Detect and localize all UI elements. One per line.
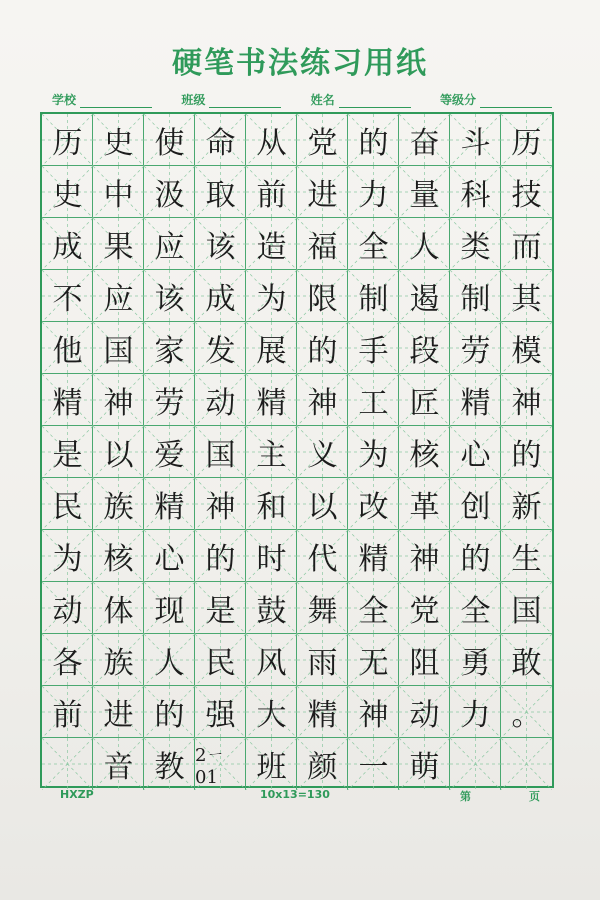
handwritten-char: 命 (205, 126, 236, 161)
handwritten-char: 技 (511, 178, 542, 213)
page-title: 硬笔书法练习用纸 (172, 46, 428, 81)
handwritten-char: 强 (205, 698, 236, 733)
handwritten-char: 不 (52, 282, 83, 317)
grid-cell[interactable] (348, 686, 399, 738)
grid-cell[interactable] (348, 426, 399, 478)
handwritten-char: 核 (409, 438, 440, 473)
grid-cell[interactable] (348, 738, 399, 790)
grid-cell[interactable] (501, 218, 552, 270)
handwritten-char: 风 (256, 646, 287, 681)
grid-cell[interactable] (246, 582, 297, 634)
handwritten-char: 力 (358, 178, 389, 213)
grid-cell[interactable] (297, 582, 348, 634)
handwritten-char: 族 (103, 646, 134, 681)
handwritten-char: 工 (358, 386, 389, 421)
grid-cell[interactable] (501, 322, 552, 374)
handwritten-char: 班 (256, 750, 287, 785)
handwritten-char: 制 (358, 282, 389, 317)
grid-cell[interactable] (144, 582, 195, 634)
grid-cell[interactable] (195, 374, 246, 426)
handwritten-char (501, 738, 552, 790)
grid-cell[interactable] (144, 322, 195, 374)
grid-cell[interactable] (144, 530, 195, 582)
grid-cell[interactable] (348, 218, 399, 270)
grid-cell[interactable] (144, 218, 195, 270)
handwritten-char: 是 (52, 438, 83, 473)
handwritten-char: 劳 (154, 386, 185, 421)
grid-cell[interactable] (399, 166, 450, 218)
handwritten-char: 量 (409, 178, 440, 213)
grid-cell[interactable] (246, 530, 297, 582)
grid-cell[interactable] (501, 530, 552, 582)
handwritten-char: 时 (256, 542, 287, 577)
handwritten-char: 果 (103, 230, 134, 265)
handwritten-char: 精 (256, 386, 287, 421)
grid-cell[interactable] (93, 738, 144, 790)
handwritten-char: 体 (103, 594, 134, 629)
handwritten-char: 历 (511, 126, 542, 161)
grid-cell[interactable] (348, 582, 399, 634)
grid-cell[interactable] (297, 530, 348, 582)
grid-cell[interactable] (246, 270, 297, 322)
grid-cell[interactable] (297, 270, 348, 322)
handwritten-char: 从 (256, 126, 287, 161)
grid-cell[interactable] (348, 374, 399, 426)
field-blank[interactable] (80, 95, 152, 108)
handwritten-char: 动 (409, 698, 440, 733)
grid-cell[interactable] (42, 634, 93, 686)
grid-cell[interactable] (297, 218, 348, 270)
grid-cell[interactable] (42, 426, 93, 478)
grid-row (42, 478, 552, 530)
grid-cell[interactable] (246, 478, 297, 530)
grid-cell[interactable] (501, 738, 552, 790)
field-label: 学校 (52, 93, 77, 107)
handwritten-char: 限 (307, 282, 338, 317)
handwritten-char: 奋 (409, 126, 440, 161)
handwritten-char: 创 (460, 490, 491, 525)
grid-cell[interactable] (195, 738, 246, 790)
grid-row (42, 738, 552, 790)
grid-cell[interactable] (297, 426, 348, 478)
handwritten-char: 的 (154, 698, 185, 733)
grid-cell[interactable] (195, 426, 246, 478)
grid-cell[interactable] (450, 738, 501, 790)
handwritten-char: 力 (460, 698, 491, 733)
handwritten-char: 教 (154, 750, 185, 785)
handwritten-char: 爱 (154, 438, 185, 473)
handwritten-char: 应 (103, 282, 134, 317)
handwritten-char: 为 (52, 542, 83, 577)
handwritten-char: 科 (460, 178, 491, 213)
handwritten-char: 的 (511, 438, 542, 473)
grid-row (42, 530, 552, 582)
handwritten-char: 鼓 (256, 594, 287, 629)
grid-cell[interactable] (195, 634, 246, 686)
grid-cell[interactable] (501, 582, 552, 634)
handwritten-char: 劳 (460, 334, 491, 369)
handwritten-char: 类 (460, 230, 491, 265)
handwritten-char: 模 (511, 334, 542, 369)
grid-cell[interactable] (246, 166, 297, 218)
grid-cell[interactable] (42, 166, 93, 218)
handwritten-char: 段 (409, 334, 440, 369)
grid-cell[interactable] (399, 530, 450, 582)
handwritten-char: 为 (256, 282, 287, 317)
grid-cell[interactable] (93, 634, 144, 686)
handwritten-char: 革 (409, 490, 440, 525)
field-school (52, 88, 152, 108)
grid-cell[interactable] (195, 114, 246, 166)
grid-cell[interactable] (297, 686, 348, 738)
handwritten-char: 进 (103, 698, 134, 733)
handwritten-char: 成 (52, 230, 83, 265)
handwritten-char: 精 (358, 542, 389, 577)
handwritten-char: 神 (205, 490, 236, 525)
grid-cell[interactable] (42, 374, 93, 426)
handwritten-char: 匠 (409, 386, 440, 421)
grid-cell[interactable] (450, 218, 501, 270)
grid-cell[interactable] (501, 374, 552, 426)
field-name (311, 88, 411, 108)
grid-row (42, 322, 552, 374)
handwritten-char: 的 (358, 126, 389, 161)
handwritten-char: 雨 (307, 646, 338, 681)
grid-cell[interactable] (246, 218, 297, 270)
grid-cell[interactable] (42, 218, 93, 270)
grid-cell[interactable] (450, 582, 501, 634)
grid-cell[interactable] (501, 114, 552, 166)
grid-cell[interactable] (246, 114, 297, 166)
grid-cell[interactable] (297, 478, 348, 530)
grid-cell[interactable] (93, 166, 144, 218)
handwritten-char: 的 (460, 542, 491, 577)
grid-cell[interactable] (297, 634, 348, 686)
grid-cell[interactable] (399, 634, 450, 686)
handwritten-char: 。 (511, 698, 542, 733)
grid-cell[interactable] (450, 114, 501, 166)
handwritten-char: 敢 (511, 646, 542, 681)
handwritten-char: 颜 (307, 750, 338, 785)
grid-cell[interactable] (144, 166, 195, 218)
handwritten-char: 神 (511, 386, 542, 421)
grid-cell[interactable] (93, 374, 144, 426)
field-class (181, 88, 281, 108)
handwritten-char: 人 (154, 646, 185, 681)
handwritten-char: 2ㄧ01 (195, 744, 225, 788)
grid-cell[interactable] (144, 478, 195, 530)
page-prefix: 第 (460, 790, 471, 803)
grid-cell[interactable] (348, 634, 399, 686)
handwritten-char: 党 (307, 126, 338, 161)
handwritten-char: 全 (358, 230, 389, 265)
grid-row (42, 426, 552, 478)
grid-cell[interactable] (501, 634, 552, 686)
handwritten-char (450, 738, 501, 790)
handwritten-char: 而 (511, 230, 542, 265)
handwritten-char: 应 (154, 230, 185, 265)
grid-cell[interactable] (399, 582, 450, 634)
grid-row (42, 270, 552, 322)
handwritten-char: 精 (460, 386, 491, 421)
handwritten-char: 展 (256, 334, 287, 369)
handwritten-char: 汲 (154, 178, 185, 213)
field-label: 等级分 (439, 93, 476, 107)
grid-cell[interactable] (501, 686, 552, 738)
grid-cell[interactable] (93, 114, 144, 166)
grid-cell[interactable] (246, 426, 297, 478)
grid-cell[interactable] (42, 582, 93, 634)
handwritten-char: 前 (52, 698, 83, 733)
handwritten-char: 民 (205, 646, 236, 681)
handwritten-char: 国 (103, 334, 134, 369)
grid-cell[interactable] (450, 530, 501, 582)
grid-cell[interactable] (246, 322, 297, 374)
grid-row (42, 582, 552, 634)
handwritten-char: 国 (205, 438, 236, 473)
grid-cell[interactable] (450, 426, 501, 478)
grid-cell[interactable] (195, 166, 246, 218)
grid-cell[interactable] (42, 270, 93, 322)
handwritten-char: 神 (103, 386, 134, 421)
grid-row (42, 686, 552, 738)
grid-cell[interactable] (93, 530, 144, 582)
grid-cell[interactable] (450, 166, 501, 218)
handwritten-char: 中 (103, 178, 134, 213)
handwritten-char (42, 738, 93, 790)
grid-cell[interactable] (501, 478, 552, 530)
grid-cell[interactable] (246, 738, 297, 790)
grid-cell[interactable] (348, 478, 399, 530)
handwritten-char: 各 (52, 646, 83, 681)
grid-cell[interactable] (42, 478, 93, 530)
grid-cell[interactable] (399, 218, 450, 270)
handwritten-char: 阻 (409, 646, 440, 681)
grid-cell[interactable] (144, 738, 195, 790)
handwritten-char: 核 (103, 542, 134, 577)
field-blank[interactable] (339, 95, 411, 108)
handwritten-char: 义 (307, 438, 338, 473)
handwritten-char: 全 (358, 594, 389, 629)
grid-cell[interactable] (501, 166, 552, 218)
grid-cell[interactable] (450, 634, 501, 686)
handwritten-char: 现 (154, 594, 185, 629)
handwritten-char: 取 (205, 178, 236, 213)
grid-cell[interactable] (297, 374, 348, 426)
writing-grid (40, 112, 554, 788)
handwritten-char: 萌 (409, 750, 440, 785)
grid-cell[interactable] (93, 426, 144, 478)
handwritten-char: 舞 (307, 594, 338, 629)
grid-cell[interactable] (42, 738, 93, 790)
handwritten-char: 无 (358, 646, 389, 681)
grid-cell[interactable] (501, 426, 552, 478)
grid-cell[interactable] (348, 322, 399, 374)
grid-cell[interactable] (297, 322, 348, 374)
grid-cell[interactable] (399, 686, 450, 738)
handwritten-char: 史 (103, 126, 134, 161)
handwritten-char: 前 (256, 178, 287, 213)
grid-cell[interactable] (297, 114, 348, 166)
handwritten-char: 为 (358, 438, 389, 473)
handwritten-char: 勇 (460, 646, 491, 681)
handwritten-char: 该 (154, 282, 185, 317)
grid-row (42, 218, 552, 270)
handwritten-char: 其 (511, 282, 542, 317)
grid-cell[interactable] (42, 530, 93, 582)
handwritten-char: 制 (460, 282, 491, 317)
handwritten-char: 心 (154, 542, 185, 577)
grid-cell[interactable] (93, 270, 144, 322)
handwritten-char: 他 (52, 334, 83, 369)
handwritten-char: 神 (307, 386, 338, 421)
handwritten-char: 族 (103, 490, 134, 525)
handwritten-char: 历 (52, 126, 83, 161)
handwritten-char: 主 (256, 438, 287, 473)
handwritten-char: 史 (52, 178, 83, 213)
handwritten-char: 民 (52, 490, 83, 525)
grid-cell[interactable] (399, 114, 450, 166)
grid-cell[interactable] (450, 686, 501, 738)
grid-cell[interactable] (42, 322, 93, 374)
footer-code: HXZP (60, 788, 94, 801)
grid-cell[interactable] (144, 270, 195, 322)
grid-row (42, 114, 552, 166)
handwritten-char: 精 (154, 490, 185, 525)
grid-cell[interactable] (42, 686, 93, 738)
grid-cell[interactable] (399, 426, 450, 478)
handwritten-char: 改 (358, 490, 389, 525)
handwritten-char: 心 (460, 438, 491, 473)
field-label: 班级 (181, 93, 206, 107)
grid-cell[interactable] (450, 374, 501, 426)
handwritten-char: 发 (205, 334, 236, 369)
grid-cell[interactable] (399, 322, 450, 374)
handwritten-char: 以 (103, 438, 134, 473)
grid-cell[interactable] (246, 686, 297, 738)
handwritten-char: 精 (307, 698, 338, 733)
grid-cell[interactable] (144, 634, 195, 686)
grid-cell[interactable] (348, 114, 399, 166)
grid-cell[interactable] (246, 374, 297, 426)
grid-cell[interactable] (144, 686, 195, 738)
info-fields (52, 88, 552, 108)
page-footer (60, 788, 550, 804)
grid-row (42, 634, 552, 686)
field-grade (440, 88, 552, 108)
grid-cell[interactable] (348, 166, 399, 218)
handwritten-char: 和 (256, 490, 287, 525)
handwritten-char: 动 (52, 594, 83, 629)
grid-cell[interactable] (399, 738, 450, 790)
grid-cell[interactable] (195, 478, 246, 530)
grid-row (42, 166, 552, 218)
grid-cell[interactable] (93, 582, 144, 634)
grid-cell[interactable] (450, 270, 501, 322)
grid-cell[interactable] (399, 478, 450, 530)
handwritten-char: 福 (307, 230, 338, 265)
grid-cell[interactable] (144, 114, 195, 166)
grid-cell[interactable] (297, 166, 348, 218)
handwritten-char: 人 (409, 230, 440, 265)
handwritten-char: 一 (358, 750, 389, 785)
grid-cell[interactable] (297, 738, 348, 790)
handwritten-char: 手 (358, 334, 389, 369)
grid-cell[interactable] (450, 322, 501, 374)
handwritten-char: 音 (103, 750, 134, 785)
footer-grid-spec: 10x13=130 (260, 788, 330, 801)
handwritten-char: 党 (409, 594, 440, 629)
page-suffix: 页 (529, 790, 540, 803)
handwritten-char: 神 (409, 542, 440, 577)
handwritten-char: 全 (460, 594, 491, 629)
handwritten-char: 国 (511, 594, 542, 629)
grid-cell[interactable] (195, 582, 246, 634)
handwritten-char: 大 (256, 698, 287, 733)
grid-cell[interactable] (144, 426, 195, 478)
grid-cell[interactable] (42, 114, 93, 166)
handwritten-char: 造 (256, 230, 287, 265)
grid-cell[interactable] (93, 478, 144, 530)
handwritten-char: 的 (205, 542, 236, 577)
grid-row (42, 374, 552, 426)
grid-cell[interactable] (93, 218, 144, 270)
grid-cell[interactable] (195, 530, 246, 582)
field-blank[interactable] (480, 95, 552, 108)
grid-cell[interactable] (144, 374, 195, 426)
handwritten-char: 精 (52, 386, 83, 421)
grid-cell[interactable] (195, 218, 246, 270)
handwritten-char: 成 (205, 282, 236, 317)
grid-cell[interactable] (246, 634, 297, 686)
handwritten-char: 以 (307, 490, 338, 525)
grid-cell[interactable] (501, 270, 552, 322)
handwritten-char: 神 (358, 698, 389, 733)
grid-cell[interactable] (399, 270, 450, 322)
handwritten-char: 生 (511, 542, 542, 577)
handwritten-char: 是 (205, 594, 236, 629)
handwritten-char: 使 (154, 126, 185, 161)
handwritten-char: 该 (205, 230, 236, 265)
grid-cell[interactable] (195, 270, 246, 322)
grid-cell[interactable] (93, 322, 144, 374)
grid-cell[interactable] (195, 322, 246, 374)
grid-cell[interactable] (399, 374, 450, 426)
handwritten-char: 代 (307, 542, 338, 577)
grid-cell[interactable] (450, 478, 501, 530)
handwritten-char: 家 (154, 334, 185, 369)
handwritten-char: 遏 (409, 282, 440, 317)
handwritten-char: 动 (205, 386, 236, 421)
handwritten-char: 新 (511, 490, 542, 525)
field-blank[interactable] (209, 95, 281, 108)
handwritten-char: 斗 (460, 126, 491, 161)
handwritten-char: 进 (307, 178, 338, 213)
grid-cell[interactable] (93, 686, 144, 738)
field-label: 姓名 (310, 93, 335, 107)
grid-cell[interactable] (348, 270, 399, 322)
handwritten-char: 的 (307, 334, 338, 369)
grid-cell[interactable] (195, 686, 246, 738)
grid-cell[interactable] (348, 530, 399, 582)
footer-page-number (460, 788, 540, 804)
